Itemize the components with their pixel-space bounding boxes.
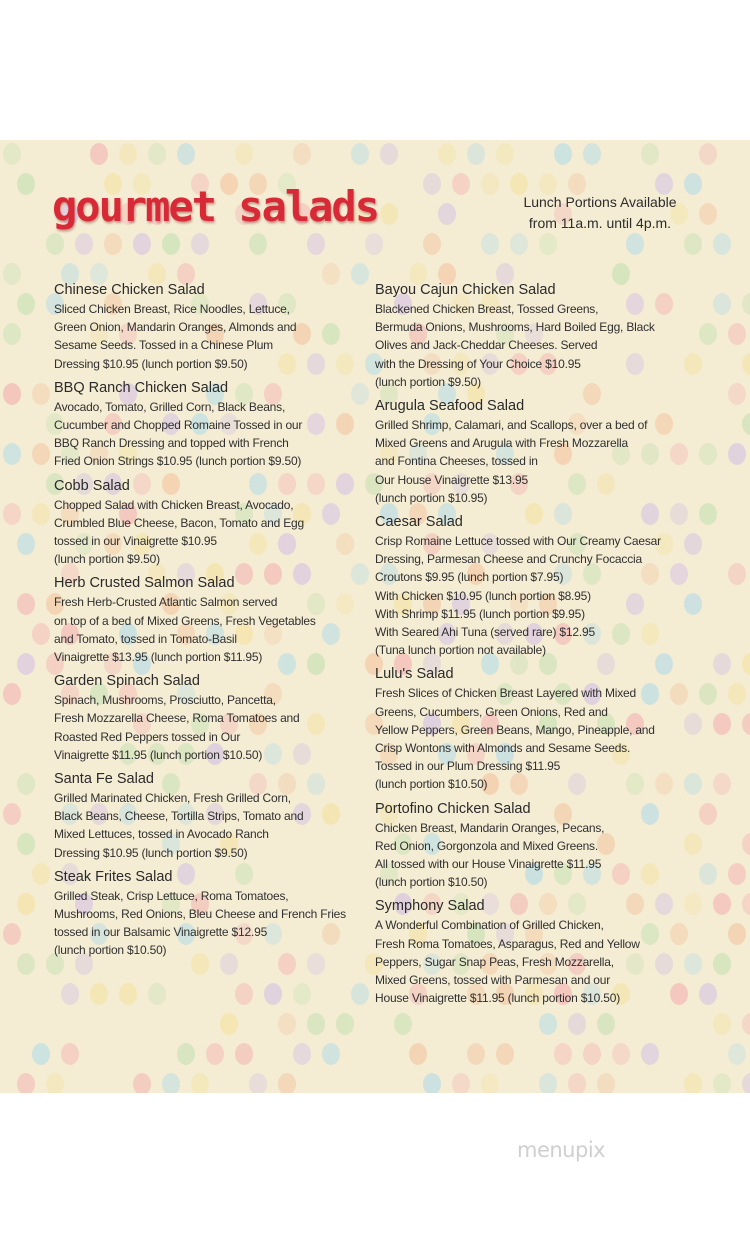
decorative-dot: [235, 1043, 253, 1065]
decorative-dot: [423, 173, 441, 195]
decorative-dot: [423, 233, 441, 255]
menu-item-description-line: Dressing $10.95 (lunch portion $9.50): [54, 845, 248, 860]
menu-item-description-line: (lunch portion $9.50): [375, 374, 481, 389]
decorative-dot: [612, 1043, 630, 1065]
menu-item-description-line: on top of a bed of Mixed Greens, Fresh Vegetables: [54, 613, 316, 628]
menu-item-description-line: Red Onion, Gorgonzola and Mixed Greens.: [375, 838, 598, 853]
decorative-dot: [249, 233, 267, 255]
decorative-dot: [699, 443, 717, 465]
decorative-dot: [17, 593, 35, 615]
menu-item-description-line: Olives and Jack-Cheddar Cheeses. Served: [375, 338, 598, 353]
decorative-dot: [17, 953, 35, 975]
menu-item-description-line: (lunch portion $9.50): [54, 552, 160, 567]
decorative-dot: [104, 233, 122, 255]
decorative-dot: [235, 143, 253, 165]
decorative-dot: [481, 233, 499, 255]
watermark-logo: menupix: [517, 1138, 606, 1162]
decorative-dot: [46, 1073, 64, 1093]
menu-item-name: Arugula Seafood Salad: [375, 398, 525, 415]
menu-item-description-line: Crisp Romaine Lettuce tossed with Our Creamy Caesar: [375, 534, 661, 549]
menu-column-right: [375, 280, 695, 1013]
menu-item: [54, 280, 374, 373]
decorative-dot: [728, 443, 746, 465]
decorative-dot: [597, 1013, 615, 1035]
decorative-dot: [467, 143, 485, 165]
menu-item: [375, 396, 695, 507]
decorative-dot: [742, 1013, 750, 1035]
decorative-dot: [699, 863, 717, 885]
decorative-dot: [467, 1043, 485, 1065]
decorative-dot: [119, 143, 137, 165]
decorative-dot: [699, 203, 717, 225]
decorative-dot: [32, 1043, 50, 1065]
decorative-dot: [568, 1073, 586, 1093]
decorative-dot: [438, 143, 456, 165]
decorative-dot: [3, 683, 21, 705]
decorative-dot: [3, 503, 21, 525]
menu-item-description-line: House Vinaigrette $11.95 (lunch portion $10.50): [375, 991, 620, 1006]
menu-item-name: Cobb Salad: [54, 477, 130, 494]
decorative-dot: [293, 143, 311, 165]
decorative-dot: [583, 143, 601, 165]
menu-item-description-line: With Shrimp $11.95 (lunch portion $9.95): [375, 606, 585, 621]
menu-item-name: Steak Frites Salad: [54, 868, 173, 885]
decorative-dot: [742, 353, 750, 375]
decorative-dot: [742, 893, 750, 915]
lunch-note-line-1: Lunch Portions Available: [523, 194, 677, 210]
decorative-dot: [162, 233, 180, 255]
decorative-dot: [278, 1073, 296, 1093]
menu-item-description-line: Cucumber and Chopped Romaine Tossed in our: [54, 418, 303, 433]
menu-item: [375, 512, 695, 659]
decorative-dot: [32, 443, 50, 465]
decorative-dot: [191, 1073, 209, 1093]
decorative-dot: [133, 233, 151, 255]
decorative-dot: [90, 143, 108, 165]
menu-item-description-line: with the Dressing of Your Choice $10.95: [375, 356, 581, 371]
decorative-dot: [32, 863, 50, 885]
menu-item-name: Lulu's Salad: [375, 666, 454, 683]
decorative-dot: [148, 143, 166, 165]
menu-item: [54, 867, 374, 960]
menu-item-description-line: Crumbled Blue Cheese, Bacon, Tomato and Egg: [54, 515, 305, 530]
lunch-note-line-2: from 11a.m. until 4p.m.: [528, 215, 672, 231]
decorative-dot: [713, 293, 731, 315]
decorative-dot: [409, 1043, 427, 1065]
menu-item-description-line: tossed in our Vinaigrette $10.95: [54, 534, 217, 549]
decorative-dot: [481, 173, 499, 195]
menu-item-description-line: (lunch portion $10.50): [375, 875, 488, 890]
decorative-dot: [90, 983, 108, 1005]
decorative-dot: [177, 143, 195, 165]
decorative-dot: [293, 983, 311, 1005]
decorative-dot: [249, 1073, 267, 1093]
decorative-dot: [583, 1043, 601, 1065]
decorative-dot: [3, 323, 21, 345]
decorative-dot: [452, 173, 470, 195]
decorative-dot: [684, 233, 702, 255]
menu-item-name: Santa Fe Salad: [54, 771, 154, 788]
decorative-dot: [742, 293, 750, 315]
menu-item-description-line: (lunch portion $10.50): [375, 777, 488, 792]
menu-item-description-line: Crisp Wontons with Almonds and Sesame Seeds.: [375, 741, 631, 756]
menu-item: [54, 476, 374, 569]
decorative-dot: [17, 1073, 35, 1093]
decorative-dot: [699, 503, 717, 525]
menu-item-description-line: (lunch portion $10.95): [375, 490, 488, 505]
menu-item-description-line: Grilled Marinated Chicken, Fresh Grilled Corn,: [54, 791, 291, 806]
decorative-dot: [438, 203, 456, 225]
decorative-dot: [539, 1073, 557, 1093]
decorative-dot: [191, 233, 209, 255]
menu-item-description-line: Sliced Chicken Breast, Rice Noodles, Lettuce,: [54, 302, 290, 316]
menu-item-name: Symphony Salad: [375, 898, 485, 915]
menu-item-description-line: Bermuda Onions, Mushrooms, Hard Boiled Egg, Black: [375, 320, 655, 335]
decorative-dot: [46, 233, 64, 255]
menu-item-description-line: With Chicken $10.95 (lunch portion $8.95): [375, 588, 591, 603]
decorative-dot: [3, 143, 21, 165]
menu-item-description-line: Dressing $10.95 (lunch portion $9.50): [54, 356, 248, 371]
decorative-dot: [32, 503, 50, 525]
decorative-dot: [728, 923, 746, 945]
menu-item: [54, 573, 374, 666]
decorative-dot: [351, 143, 369, 165]
decorative-dot: [554, 1043, 572, 1065]
menu-item: [375, 280, 695, 391]
menu-item: [375, 664, 695, 793]
decorative-dot: [264, 983, 282, 1005]
menu-item-description-line: Dressing, Parmesan Cheese and Crunchy Focaccia: [375, 552, 642, 567]
decorative-dot: [380, 143, 398, 165]
decorative-dot: [713, 1073, 731, 1093]
decorative-dot: [568, 1013, 586, 1035]
decorative-dot: [61, 1043, 79, 1065]
menu-item-name: Garden Spinach Salad: [54, 673, 200, 690]
menu-item-description-line: Vinaigrette $13.95 (lunch portion $11.95): [54, 650, 263, 665]
decorative-dot: [235, 983, 253, 1005]
decorative-dot: [32, 383, 50, 405]
page-title: gourmet salads: [52, 182, 379, 231]
menu-item-name: BBQ Ranch Chicken Salad: [54, 379, 229, 396]
decorative-dot: [3, 263, 21, 285]
menu-item-name: Caesar Salad: [375, 514, 463, 531]
decorative-dot: [742, 713, 750, 735]
menu-item-description-line: Chopped Salad with Chicken Breast, Avocado,: [54, 497, 294, 512]
menu-item-description-line: Black Beans, Cheese, Tortilla Strips, Tomato and: [54, 809, 304, 824]
decorative-dot: [713, 713, 731, 735]
menu-item-description-line: Fresh Mozzarella Cheese, Roma Tomatoes and: [54, 711, 300, 726]
menu-item-description-line: Spinach, Mushrooms, Prosciutto, Pancetta,: [54, 693, 276, 708]
menu-item-description-line: (Tuna lunch portion not available): [375, 643, 546, 658]
menu-item-description-line: Grilled Steak, Crisp Lettuce, Roma Tomatoes,: [54, 888, 289, 903]
menu-item-name: Herb Crusted Salmon Salad: [54, 575, 235, 592]
decorative-dot: [728, 863, 746, 885]
menu-item-description-line: Croutons $9.95 (lunch portion $7.95): [375, 570, 564, 585]
menu-item-description-line: Yellow Peppers, Green Beans, Mango, Pineapple, and: [375, 722, 655, 737]
menu-item-description-line: Mixed Lettuces, tossed in Avocado Ranch: [54, 827, 269, 842]
decorative-dot: [17, 833, 35, 855]
decorative-dot: [119, 983, 137, 1005]
menu-page: [0, 140, 750, 1093]
decorative-dot: [713, 773, 731, 795]
decorative-dot: [481, 1073, 499, 1093]
decorative-dot: [351, 983, 369, 1005]
menu-item-description-line: Blackened Chicken Breast, Tossed Greens,: [375, 302, 599, 316]
decorative-dot: [365, 233, 383, 255]
menu-item-description-line: and Tomato, tossed in Tomato-Basil: [54, 631, 237, 646]
decorative-dot: [641, 143, 659, 165]
decorative-dot: [641, 1043, 659, 1065]
menu-item-description-line: Vinaigrette $11.95 (lunch portion $10.50): [54, 747, 263, 762]
decorative-dot: [699, 683, 717, 705]
menu-item-description-line: Greens, Cucumbers, Green Onions, Red and: [375, 704, 608, 719]
decorative-dot: [220, 1013, 238, 1035]
decorative-dot: [423, 1073, 441, 1093]
decorative-dot: [32, 623, 50, 645]
decorative-dot: [17, 293, 35, 315]
decorative-dot: [713, 953, 731, 975]
decorative-dot: [713, 893, 731, 915]
decorative-dot: [3, 803, 21, 825]
menu-item-name: Bayou Cajun Chicken Salad: [375, 282, 556, 298]
decorative-dot: [728, 323, 746, 345]
decorative-dot: [728, 563, 746, 585]
decorative-dot: [17, 773, 35, 795]
decorative-dot: [133, 1073, 151, 1093]
menu-item-description-line: Fresh Herb-Crusted Atlantic Salmon served: [54, 595, 278, 610]
decorative-dot: [293, 1043, 311, 1065]
menu-item-description-line: Grilled Shrimp, Calamari, and Scallops, over a bed of: [375, 418, 648, 433]
decorative-dot: [597, 1073, 615, 1093]
menu-item-description-line: All tossed with our House Vinaigrette $11.95: [375, 857, 602, 872]
decorative-dot: [742, 653, 750, 675]
decorative-dot: [684, 1073, 702, 1093]
decorative-dot: [699, 143, 717, 165]
menu-item: [375, 896, 695, 1007]
decorative-dot: [496, 143, 514, 165]
decorative-dot: [713, 1013, 731, 1035]
menu-item-description-line: Chicken Breast, Mandarin Oranges, Pecans,: [375, 820, 605, 835]
menu-item-description-line: With Seared Ahi Tuna (served rare) $12.95: [375, 625, 595, 640]
decorative-dot: [17, 653, 35, 675]
decorative-dot: [75, 233, 93, 255]
decorative-dot: [713, 653, 731, 675]
menu-item: [54, 671, 374, 764]
decorative-dot: [699, 983, 717, 1005]
menu-item-description-line: Fresh Roma Tomatoes, Asparagus, Red and Yellow: [375, 936, 640, 951]
decorative-dot: [278, 1013, 296, 1035]
menu-item-description-line: Roasted Red Peppers tossed in Our: [54, 729, 241, 744]
decorative-dot: [336, 1013, 354, 1035]
decorative-dot: [17, 173, 35, 195]
decorative-dot: [206, 1043, 224, 1065]
decorative-dot: [539, 1013, 557, 1035]
decorative-dot: [728, 683, 746, 705]
decorative-dot: [699, 323, 717, 345]
decorative-dot: [17, 533, 35, 555]
lunch-portions-note: [500, 192, 700, 234]
menu-item-description-line: BBQ Ranch Dressing and topped with French: [54, 436, 289, 451]
menu-column-left: [54, 280, 374, 965]
decorative-dot: [713, 233, 731, 255]
menu-item-description-line: A Wonderful Combination of Grilled Chicken,: [375, 918, 604, 933]
decorative-dot: [510, 233, 528, 255]
decorative-dot: [626, 233, 644, 255]
menu-item-description-line: Tossed in our Plum Dressing $11.95: [375, 759, 561, 774]
menu-item-description-line: Sesame Seeds. Tossed in a Chinese Plum: [54, 338, 273, 353]
decorative-dot: [3, 923, 21, 945]
decorative-dot: [307, 1013, 325, 1035]
decorative-dot: [496, 1043, 514, 1065]
decorative-dot: [742, 833, 750, 855]
menu-item: [375, 799, 695, 892]
menu-item-description-line: Peppers, Sugar Snap Peas, Fresh Mozzarella,: [375, 954, 614, 969]
menu-item-description-line: Green Onion, Mandarin Oranges, Almonds and: [54, 320, 297, 335]
menu-item-description-line: and Fontina Cheeses, tossed in: [375, 454, 538, 469]
menu-item-name: Portofino Chicken Salad: [375, 800, 531, 817]
menu-item-description-line: (lunch portion $10.50): [54, 943, 167, 958]
menu-item-description-line: Mixed Greens and Arugula with Fresh Mozzarella: [375, 436, 628, 451]
decorative-dot: [61, 983, 79, 1005]
decorative-dot: [17, 893, 35, 915]
decorative-dot: [728, 1043, 746, 1065]
decorative-dot: [394, 1013, 412, 1035]
menu-item-description-line: Our House Vinaigrette $13.95: [375, 472, 528, 487]
decorative-dot: [699, 803, 717, 825]
decorative-dot: [380, 203, 398, 225]
menu-item-description-line: tossed in our Balsamic Vinaigrette $12.95: [54, 925, 268, 940]
menu-item: [54, 769, 374, 862]
decorative-dot: [177, 1043, 195, 1065]
decorative-dot: [742, 1073, 750, 1093]
decorative-dot: [162, 1073, 180, 1093]
menu-item-description-line: Fried Onion Strings $10.95 (lunch portion $9.50): [54, 454, 302, 469]
menu-item-description-line: Mushrooms, Red Onions, Bleu Cheese and French Fries: [54, 907, 346, 922]
decorative-dot: [452, 1073, 470, 1093]
menu-item-description-line: Fresh Slices of Chicken Breast Layered with Mixed: [375, 686, 636, 701]
decorative-dot: [322, 1043, 340, 1065]
menu-item-name: Chinese Chicken Salad: [54, 282, 205, 298]
menu-item: [54, 378, 374, 471]
decorative-dot: [307, 233, 325, 255]
menu-item-description-line: Avocado, Tomato, Grilled Corn, Black Beans,: [54, 399, 286, 414]
decorative-dot: [3, 443, 21, 465]
decorative-dot: [554, 143, 572, 165]
decorative-dot: [728, 383, 746, 405]
decorative-dot: [148, 983, 166, 1005]
decorative-dot: [742, 413, 750, 435]
menu-item-description-line: Mixed Greens, tossed with Parmesan and our: [375, 973, 611, 988]
decorative-dot: [3, 383, 21, 405]
decorative-dot: [539, 233, 557, 255]
